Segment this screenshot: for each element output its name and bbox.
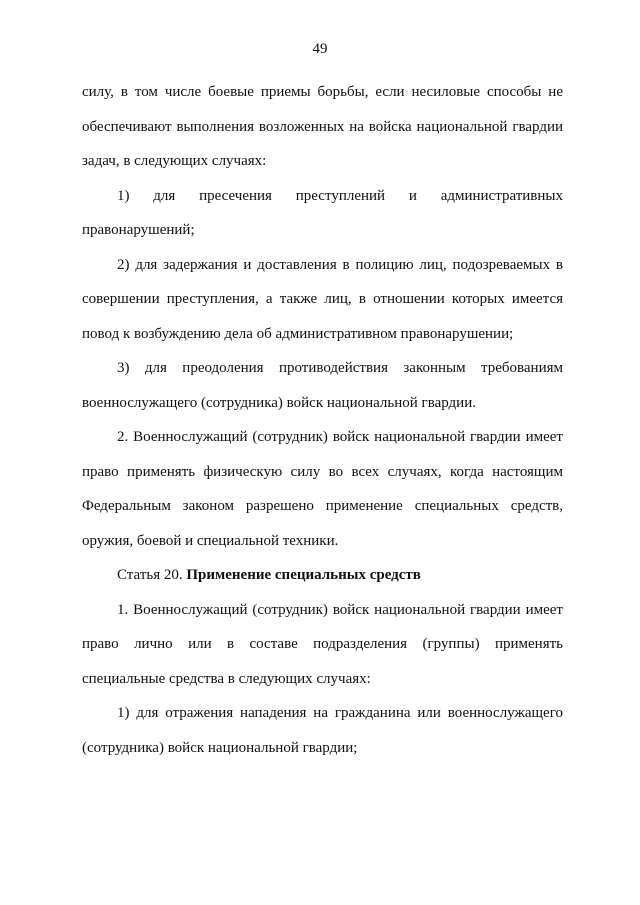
list-item-2: 2) для задержания и доставления в полицию лиц, подозреваемых в совершении преступления, а также лиц, в отношении которых имеется повод к возбуждению дела об административном правонарушении; <box>82 256 563 342</box>
list-item-3: 3) для преодоления противодействия законным требованиям военнослужащего (сотрудника) войск национальной гвардии. <box>82 360 563 411</box>
list-item-1: 1) для пресечения преступлений и административных правонарушений; <box>82 187 563 238</box>
paragraph-part-2: 2. Военнослужащий (сотрудник) войск национальной гвардии имеет право применять физическую силу во всех случаях, когда настоящим Федеральным законом разрешено применение специальных средств, оружия, боевой и специальной техники. <box>82 429 563 549</box>
page-number: 49 <box>312 41 328 57</box>
article-list-item-1: 1) для отражения нападения на гражданина или военнослужащего (сотрудника) войск национальной гвардии; <box>82 705 563 756</box>
article-paragraph-1: 1. Военнослужащий (сотрудник) войск национальной гвардии имеет право лично или в составе подразделения (группы) применять специальные средства в следующих случаях: <box>82 601 563 687</box>
article-heading <box>82 558 563 593</box>
document-body <box>82 75 563 765</box>
article-prefix: Статья 20. <box>117 567 183 583</box>
article-title: Применение специальных средств <box>186 567 421 583</box>
paragraph-continuation: силу, в том числе боевые приемы борьбы, если несиловые способы не обеспечивают выполнения возложенных на войска национальной гвардии задач, в следующих случаях: <box>82 84 563 169</box>
